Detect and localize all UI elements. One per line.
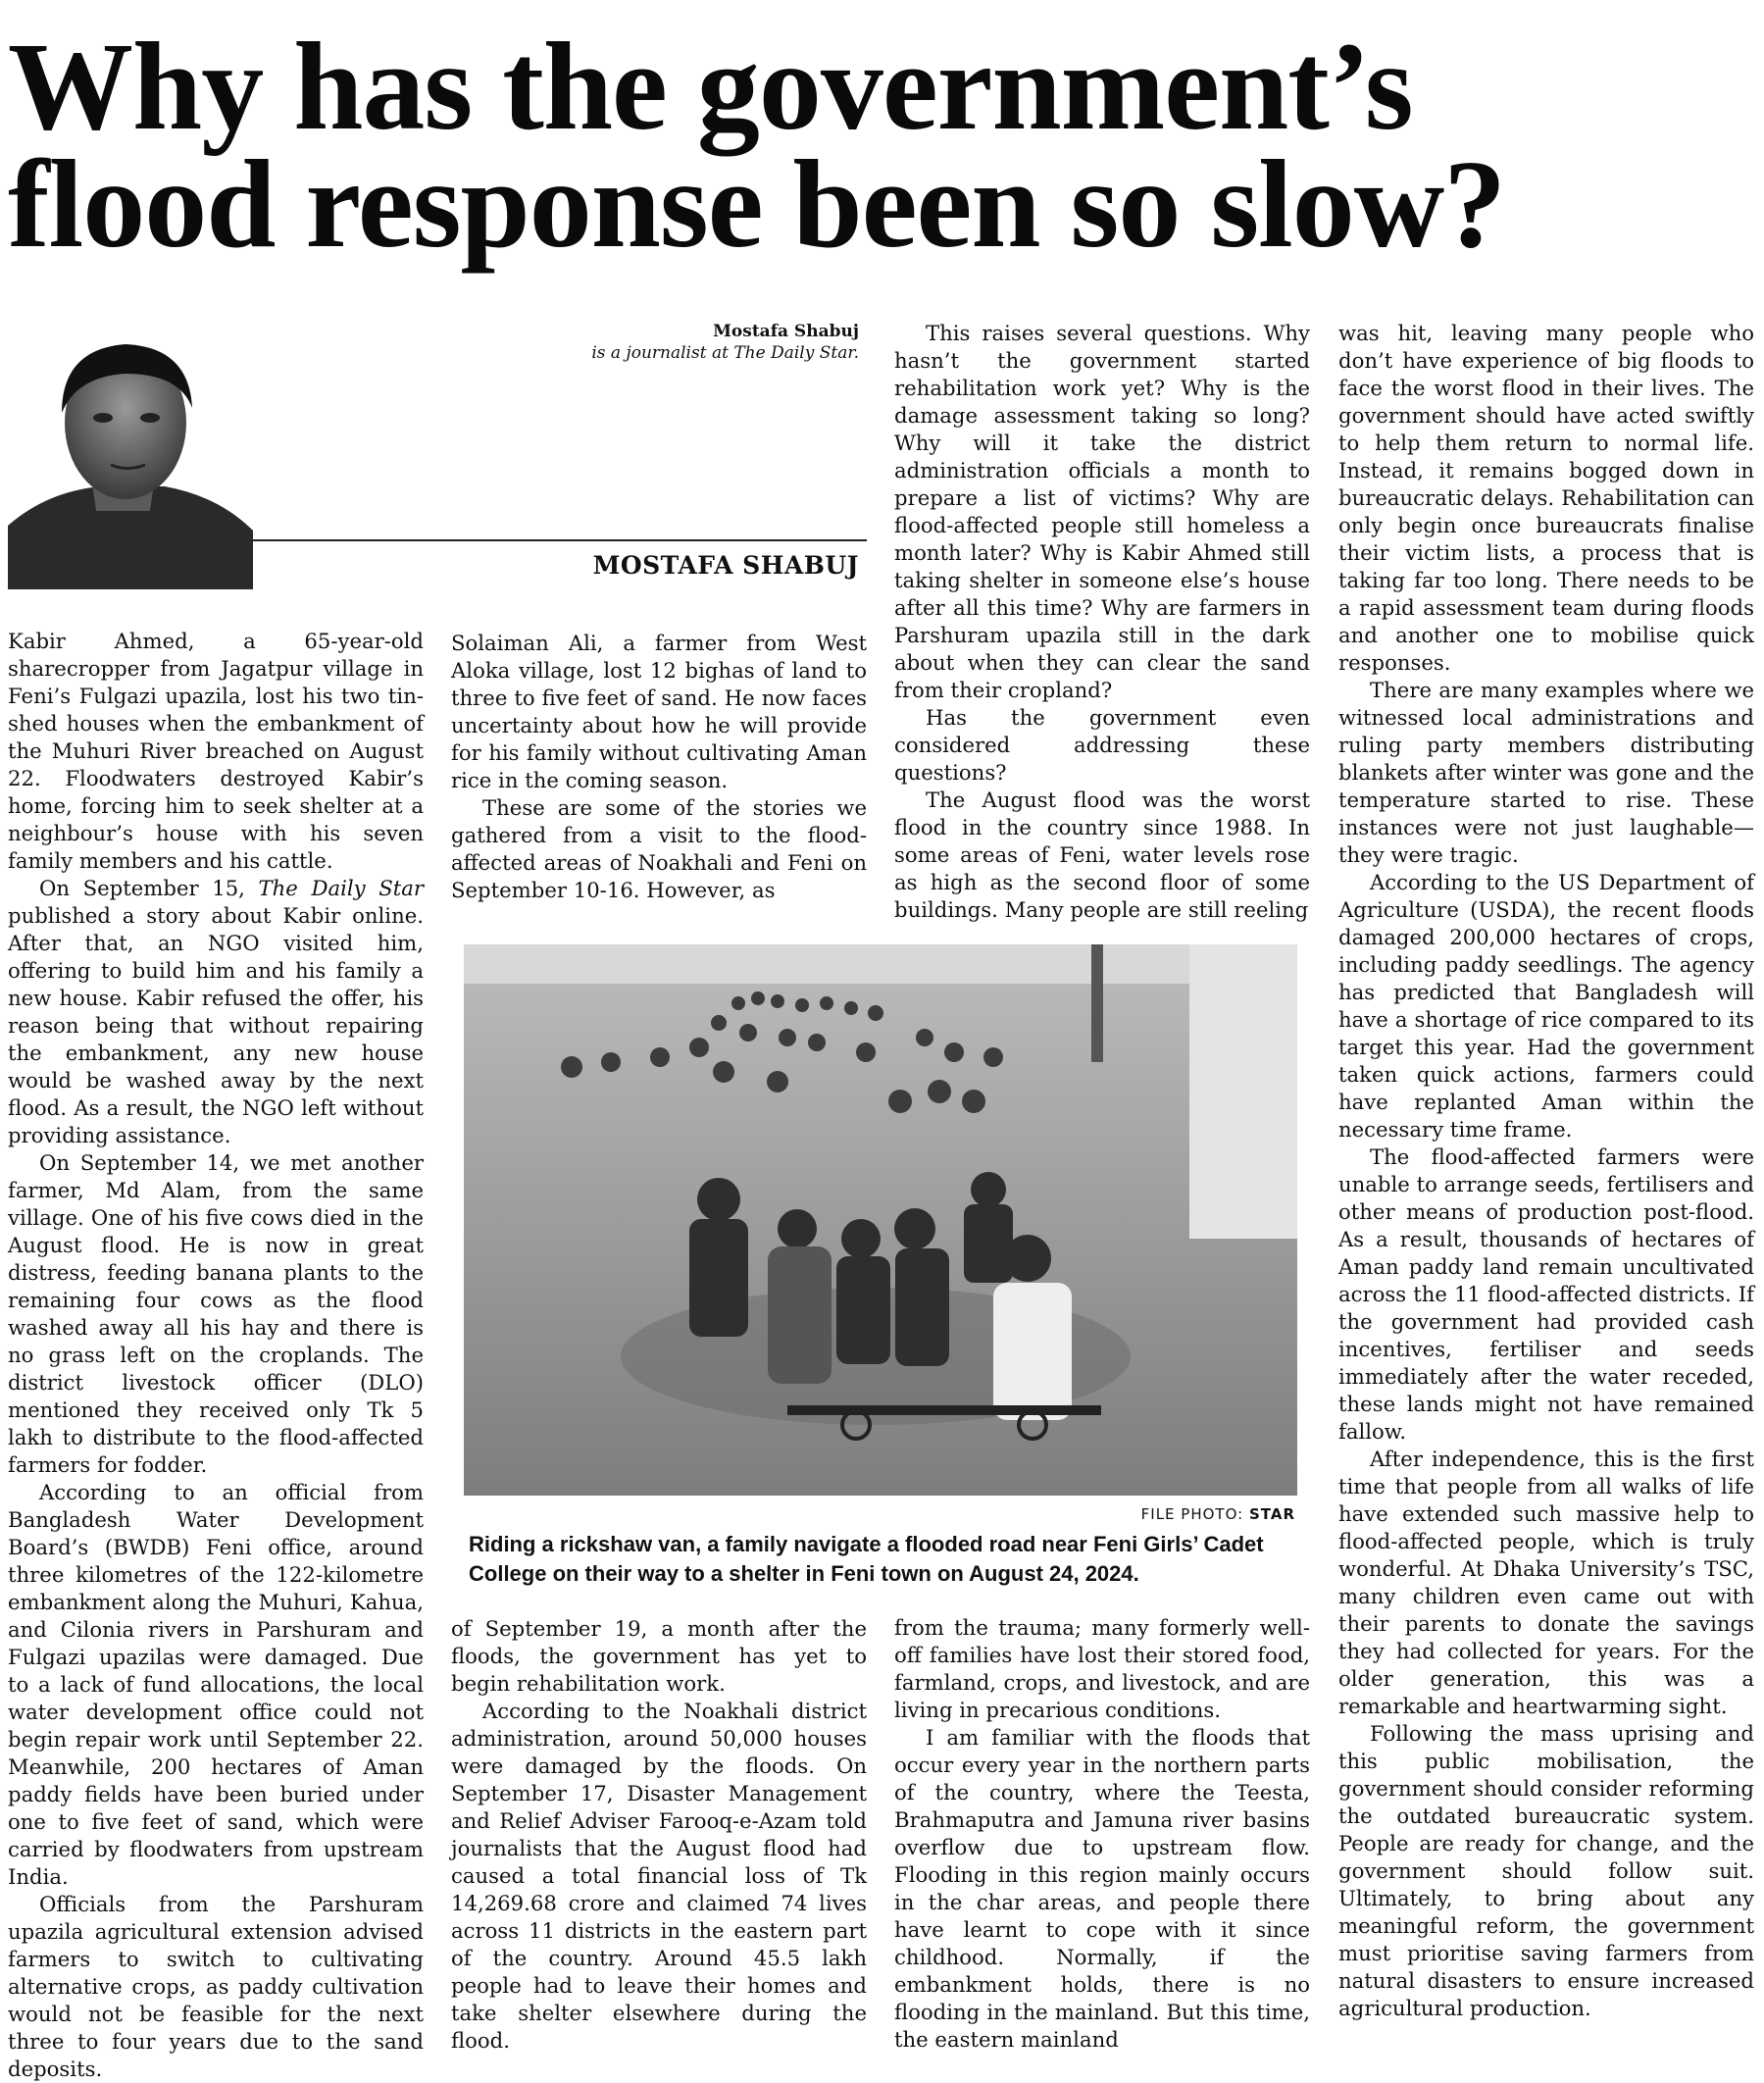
paragraph: These are some of the stories we gathered from a visit to the flood-affected areas of Noakhali and Feni on September 10-16. However, as bbox=[451, 795, 867, 902]
column-3-bottom bbox=[894, 1614, 1310, 2054]
byline-box bbox=[8, 320, 867, 592]
paragraph: According to the US Department of Agriculture (USDA), the recent floods damaged 200,000 hectares of crops, including paddy seedlings. The agency has predicted that Bangladesh will have a shortage of rice compared to its target this year. Had the government taken quick actions, farmers could have replanted Aman within the necessary time frame. bbox=[1338, 870, 1754, 1142]
headline-line-2: flood response been so slow? bbox=[8, 134, 1506, 274]
photo-caption: Riding a rickshaw van, a family navigate a flooded road near Feni Girls’ Cadet College on their way to a shelter in Feni town on August 24, 2024. bbox=[469, 1532, 1264, 1586]
photo-credit bbox=[1141, 1505, 1295, 1523]
flood-photo bbox=[464, 944, 1297, 1496]
column-4 bbox=[1338, 320, 1754, 2022]
byline-role: is a journalist at The Daily Star. bbox=[591, 343, 859, 363]
credit-label: FILE PHOTO: bbox=[1140, 1505, 1244, 1523]
paragraph: According to the Noakhali district administration, around 50,000 houses were damaged by the floods. On September 17, Disaster Management and Relief Adviser Farooq-e-Azam told journalists that the August flood had caused a total financial loss of Tk 14,269.68 crore and claimed 74 lives across 11 districts in the eastern part of the country. Around 45.5 lakh people had to leave their homes and take shelter elsewhere during the flood. bbox=[451, 1699, 867, 2053]
paragraph: Following the mass uprising and this public mobilisation, the government should consider reforming the outdated bureaucratic system. People are ready for change, and the government should follow suit. Ultimately, to bring about any meaningful reform, the government must prioritise saving farmers from natural disasters to ensure increased agricultural production. bbox=[1338, 1721, 1754, 2020]
paragraph: The flood-affected farmers were unable to arrange seeds, fertilisers and other means of production post-flood. As a result, thousands of hectares of Aman paddy land remain uncultivated across the 11 flood-affected districts. If the government had provided cash incentives, fertiliser and seeds immediately after the water receded, these lands might not have remained fallow. bbox=[1338, 1144, 1754, 1444]
author-portrait bbox=[8, 320, 253, 589]
publication-name: The Daily Star bbox=[258, 876, 424, 900]
paragraph: There are many examples where we witnessed local administrations and ruling party members distributing blankets after winter was gone and the temperature started to rise. These instances were not just laughable—they were tragic. bbox=[1338, 678, 1754, 867]
column-1 bbox=[8, 628, 424, 2083]
byline-name: Mostafa Shabuj bbox=[713, 322, 859, 341]
headline bbox=[8, 17, 1753, 274]
paragraph: The August flood was the worst flood in the country since 1988. In some areas of Feni, water levels rose as high as the second floor of some buildings. Many people are still reeling bbox=[894, 787, 1310, 922]
text-run: On September 15, bbox=[39, 876, 259, 900]
byline-rule bbox=[253, 539, 867, 541]
paragraph: After independence, this is the first time that people from all walks of life have extended such massive help to flood-affected people, which is truly wonderful. At Dhaka University’s TSC, many children even came out with their parents to donate the savings they had collected for years. For the older generation, this was a remarkable and heartwarming sight. bbox=[1338, 1447, 1754, 1718]
credit-source: STAR bbox=[1248, 1505, 1295, 1523]
paragraph: Officials from the Parshuram upazila agricultural extension advised farmers to switch to cultivating alternative crops, as paddy cultivation would not be feasible for the next three to four years due to the sand deposits. bbox=[8, 1892, 424, 2081]
paragraph: I am familiar with the floods that occur every year in the northern parts of the country, where the Teesta, Brahmaputra and Jamuna river basins overflow due to upstream flow. Flooding in this region mainly occurs in the char areas, and people there have learnt to cope with it since childhood. Normally, if the embankment holds, there is no flooding in the mainland. But this time, the eastern mainland bbox=[894, 1725, 1310, 2052]
paragraph: Has the government even considered addressing these questions? bbox=[894, 705, 1310, 785]
paragraph: This raises several questions. Why hasn’t the government started rehabilitation work yet? Why is the damage assessment taking so long? Why will it take the district administration officials a month to prepare a list of victims? Why are flood-affected people still homeless a month later? Why is Kabir Ahmed still taking shelter in someone else’s house after all this time? Why are farmers in Parshuram upazila still in the dark about when they can clear the sand from their cropland? bbox=[894, 321, 1310, 702]
paragraph: According to an official from Bangladesh Water Development Board’s (BWDB) Feni office, around three kilometres of the 122-kilometre embankment along the Muhuri, Kahua, and Cilonia rivers in Parshuram and Fulgazi upazilas were damaged. Due to a lack of fund allocations, the local water development office could not begin repair work until September 22. Meanwhile, 200 hectares of Aman paddy fields have been buried under one to five feet of sand, which were carried by floodwaters from upstream India. bbox=[8, 1480, 424, 1889]
byline-caps: MOSTAFA SHABUJ bbox=[592, 551, 859, 580]
paragraph: was hit, leaving many people who don’t have experience of big floods to face the worst flood in their lives. The government should have acted swiftly to help them return to normal life. Instead, it remains bogged down in bureaucratic delays. Rehabilitation can only begin once bureaucrats finalise their victim lists, a process that is taking far too long. There needs to be a rapid assessment team during floods and another one to mobilise quick responses. bbox=[1338, 321, 1754, 675]
paragraph: Kabir Ahmed, a 65-year-old sharecropper from Jagatpur village in Feni’s Fulgazi upazila, lost his two tin-shed houses when the embankment of the Muhuri River breached on August 22. Floodwaters destroyed Kabir’s home, forcing him to seek shelter at a neighbour’s house with his seven family members and his cattle. bbox=[8, 629, 424, 873]
column-2-top bbox=[451, 630, 867, 904]
paragraph bbox=[8, 875, 424, 1149]
column-3-top bbox=[894, 320, 1310, 924]
headline-line-1: Why has the government’s bbox=[8, 17, 1413, 156]
paragraph: from the trauma; many formerly well-off families have lost their stored food, farmland, crops, and livestock, and are living in precarious conditions. bbox=[894, 1615, 1310, 1722]
column-2-bottom bbox=[451, 1615, 867, 2055]
paragraph: of September 19, a month after the floods, the government has yet to begin rehabilitation work. bbox=[451, 1616, 867, 1696]
text-run: published a story about Kabir online. After that, an NGO visited him, offering to build him and his family a new house. Kabir refused the offer, his reason being that without repairing the embankment, any new house would be washed away by the next flood. As a result, the NGO left without providing assistance. bbox=[8, 903, 424, 1147]
paragraph: On September 14, we met another farmer, Md Alam, from the same village. One of his five cows died in the August flood. He is now in great distress, feeding banana plants to the remaining four cows as the flood washed away all his hay and there is no grass left on the croplands. The district livestock officer (DLO) mentioned they received only Tk 5 lakh to distribute to the flood-affected farmers for fodder. bbox=[8, 1150, 424, 1477]
paragraph: Solaiman Ali, a farmer from West Aloka village, lost 12 bighas of land to three to five feet of sand. He now faces uncertainty about how he will provide for his family without cultivating Aman rice in the coming season. bbox=[451, 631, 867, 792]
